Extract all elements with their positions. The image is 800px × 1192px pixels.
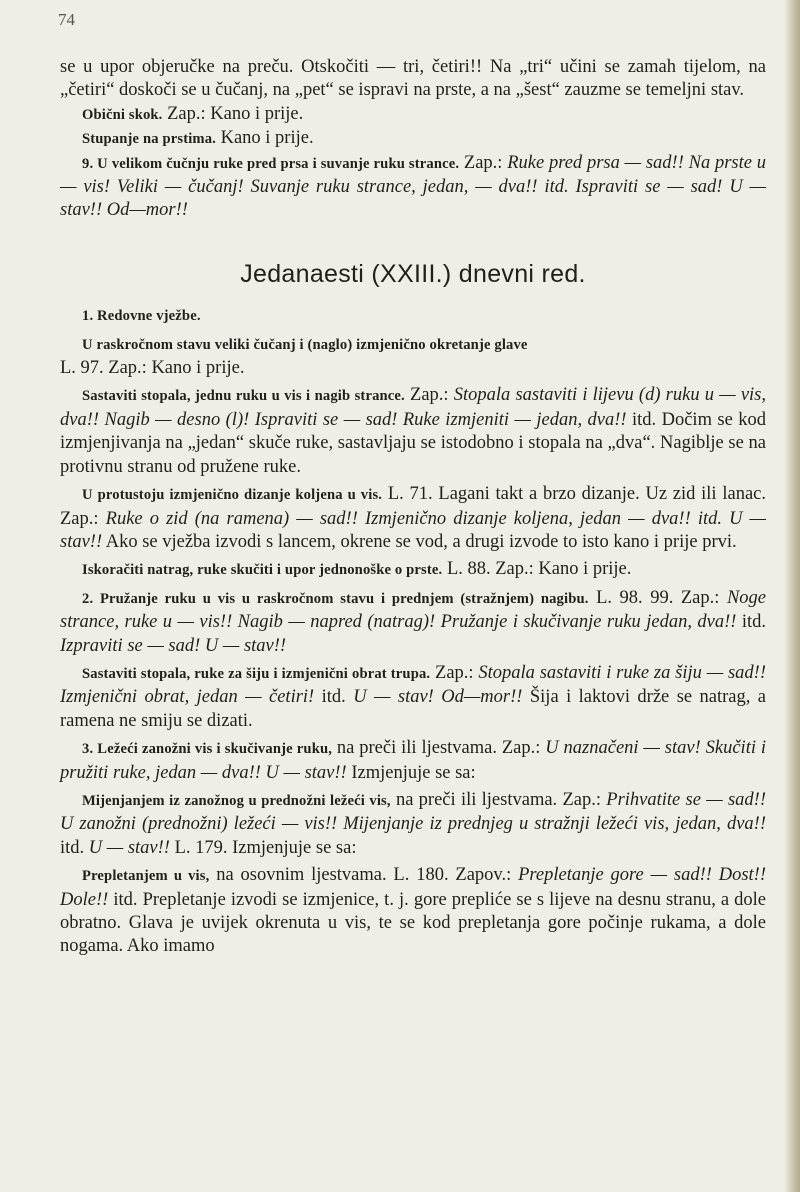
paragraph-1: se u upor objeručke na preču. Otskočiti — tri, četiri!! Na „tri“ učini se zamah tijelom, na „četiri“ doskoči se u čučanj, na „pet“ se ispravi na prste, a na „šest“ zauzme se temeljni stav. [60,57,766,101]
paragraph-3: 3. Ležeći zanožni vis i skučivanje ruku, na preči ili ljestvama. Zap.: U naznačeni — stav! Skučiti i pružiti ruke, jedan — dva!! U — stav!! Izmjenjuje se sa: [60,738,767,783]
paragraph-ordinary-jump: Obični skok. Zap.: Kano i prije. [82,103,304,124]
page-number: 74 [58,10,75,29]
subsection-heading-1: 1. Redovne vježbe. [82,308,201,325]
paragraph-hang-change: Mijenjanjem iz zanožnog u prednožni ležeći vis, na preči ili ljestvama. Zap.: Prihvatite se — sad!! U zanožni (prednožni) ležeći — vis!! Mijenjanje iz prednjeg u stražnji ležeći vis, jedan, dva!! itd. U — stav!! L. 179. Izmjenjuje se sa: [60,789,766,858]
paragraph-step-back: Iskoračiti natrag, ruke skučiti i upor jednonoške o prste. L. 88. Zap.: Kano i prije. [82,559,632,580]
page-text [60,56,766,959]
exercise-heading: Iskoračiti natrag, ruke skučiti i upor jednonoške o prste. [82,562,443,579]
section-title: Jedanaesti (XXIII.) dnevni red. [240,259,586,288]
exercise-heading: 9. U velikom čučnju ruke pred prsa i suvanje ruku strance. [82,155,460,172]
exercise-heading: U raskročnom stavu veliki čučanj i (naglo) izmjenično okretanje glave [82,336,528,353]
exercise-heading: Sastaviti stopala, jednu ruku u vis i nagib strance. [82,388,405,405]
paragraph-knee-raise: U protustoju izmjenično dizanje koljena u vis. L. 71. Lagani takt a brzo dizanje. Uz zid ili lanac. Zap.: Ruke o zid (na ramena) — sad!! Izmjenično dizanje koljena, jedan — dva!! itd. U — stav!! Ako se vježba izvodi s lancem, okrene se vod, a drugi izvode to isto kano i prije prvi. [60,484,766,552]
paragraph-tiptoe: Stupanje na prstima. Kano i prije. [82,128,314,149]
paragraph-squat: U raskročnom stavu veliki čučanj i (naglo) izmjenično okretanje glave L. 97. Zap.: Kano i prije. [60,336,528,379]
paragraph-trunk-twist: Sastaviti stopala, ruke za šiju i izmjenični obrat trupa. Zap.: Stopala sastaviti i ruke za šiju — sad!! Izmjenični obrat, jedan — četiri! itd. U — stav! Od—mor!! Šija i laktovi drže se natrag, a ramena ne smiju se dizati. [60,662,767,731]
exercise-heading: Obični skok. [82,106,163,123]
exercise-heading: Mijenjanjem iz zanožnog u prednožni ležeći vis, [82,792,391,809]
exercise-heading: Stupanje na prstima. [82,131,216,148]
page-edge [784,0,800,1192]
paragraph-9: 9. U velikom čučnju ruke pred prsa i suvanje ruku strance. Zap.: Ruke pred prsa — sad!! Na prste u — vis! Veliki — čučanj! Suvanje ruku strance, jedan, — dva!! itd. Ispraviti se — sad! U — stav!! Od—mor!! [60,152,766,221]
exercise-heading: U protustoju izmjenično dizanje koljena u vis. [82,487,383,504]
exercise-heading: Sastaviti stopala, ruke za šiju i izmjenični obrat trupa. [82,665,431,682]
exercise-heading: 3. Ležeći zanožni vis i skučivanje ruku, [82,741,333,758]
paragraph-interlacing: Prepletanjem u vis, na osovnim ljestvama. L. 180. Zapov.: Prepletanje gore — sad!! Dost!! Dole!! itd. Prepletanje izvodi se izmjenice, t. j. gore prepliće se s lijeve na desnu stranu, a dole obratno. Glava je uvijek okrenuta u vis, te se kod prepletanja gore počinje rukama, a dole nogama. Ako imamo [60,865,766,957]
exercise-heading: Prepletanjem u vis, [82,868,210,885]
paragraph-feet-together: Sastaviti stopala, jednu ruku u vis i nagib strance. Zap.: Stopala sastaviti i lijevu (d) ruku u — vis, dva!! Nagib — desno (l)! Ispraviti se — sad! Ruke izmjeniti — jedan, dva!! itd. Dočim se kod izmjenjivanja na „jedan“ skuče ruke, sastavljaju se istodobno i stopala na „dva“. Nagiblje se na protivnu stranu od pružene ruke. [60,385,766,477]
paragraph-2: 2. Pružanje ruku u vis u raskročnom stavu i prednjem (stražnjem) nagibu. L. 98. 99. Zap.: Noge strance, ruke u — vis!! Nagib — napred (natrag)! Pružanje i skučivanje ruku jedan, dva!! itd. Izpraviti se — sad! U — stav!! [60,587,767,656]
exercise-heading: 2. Pružanje ruku u vis u raskročnom stavu i prednjem (stražnjem) nagibu. [82,590,589,607]
